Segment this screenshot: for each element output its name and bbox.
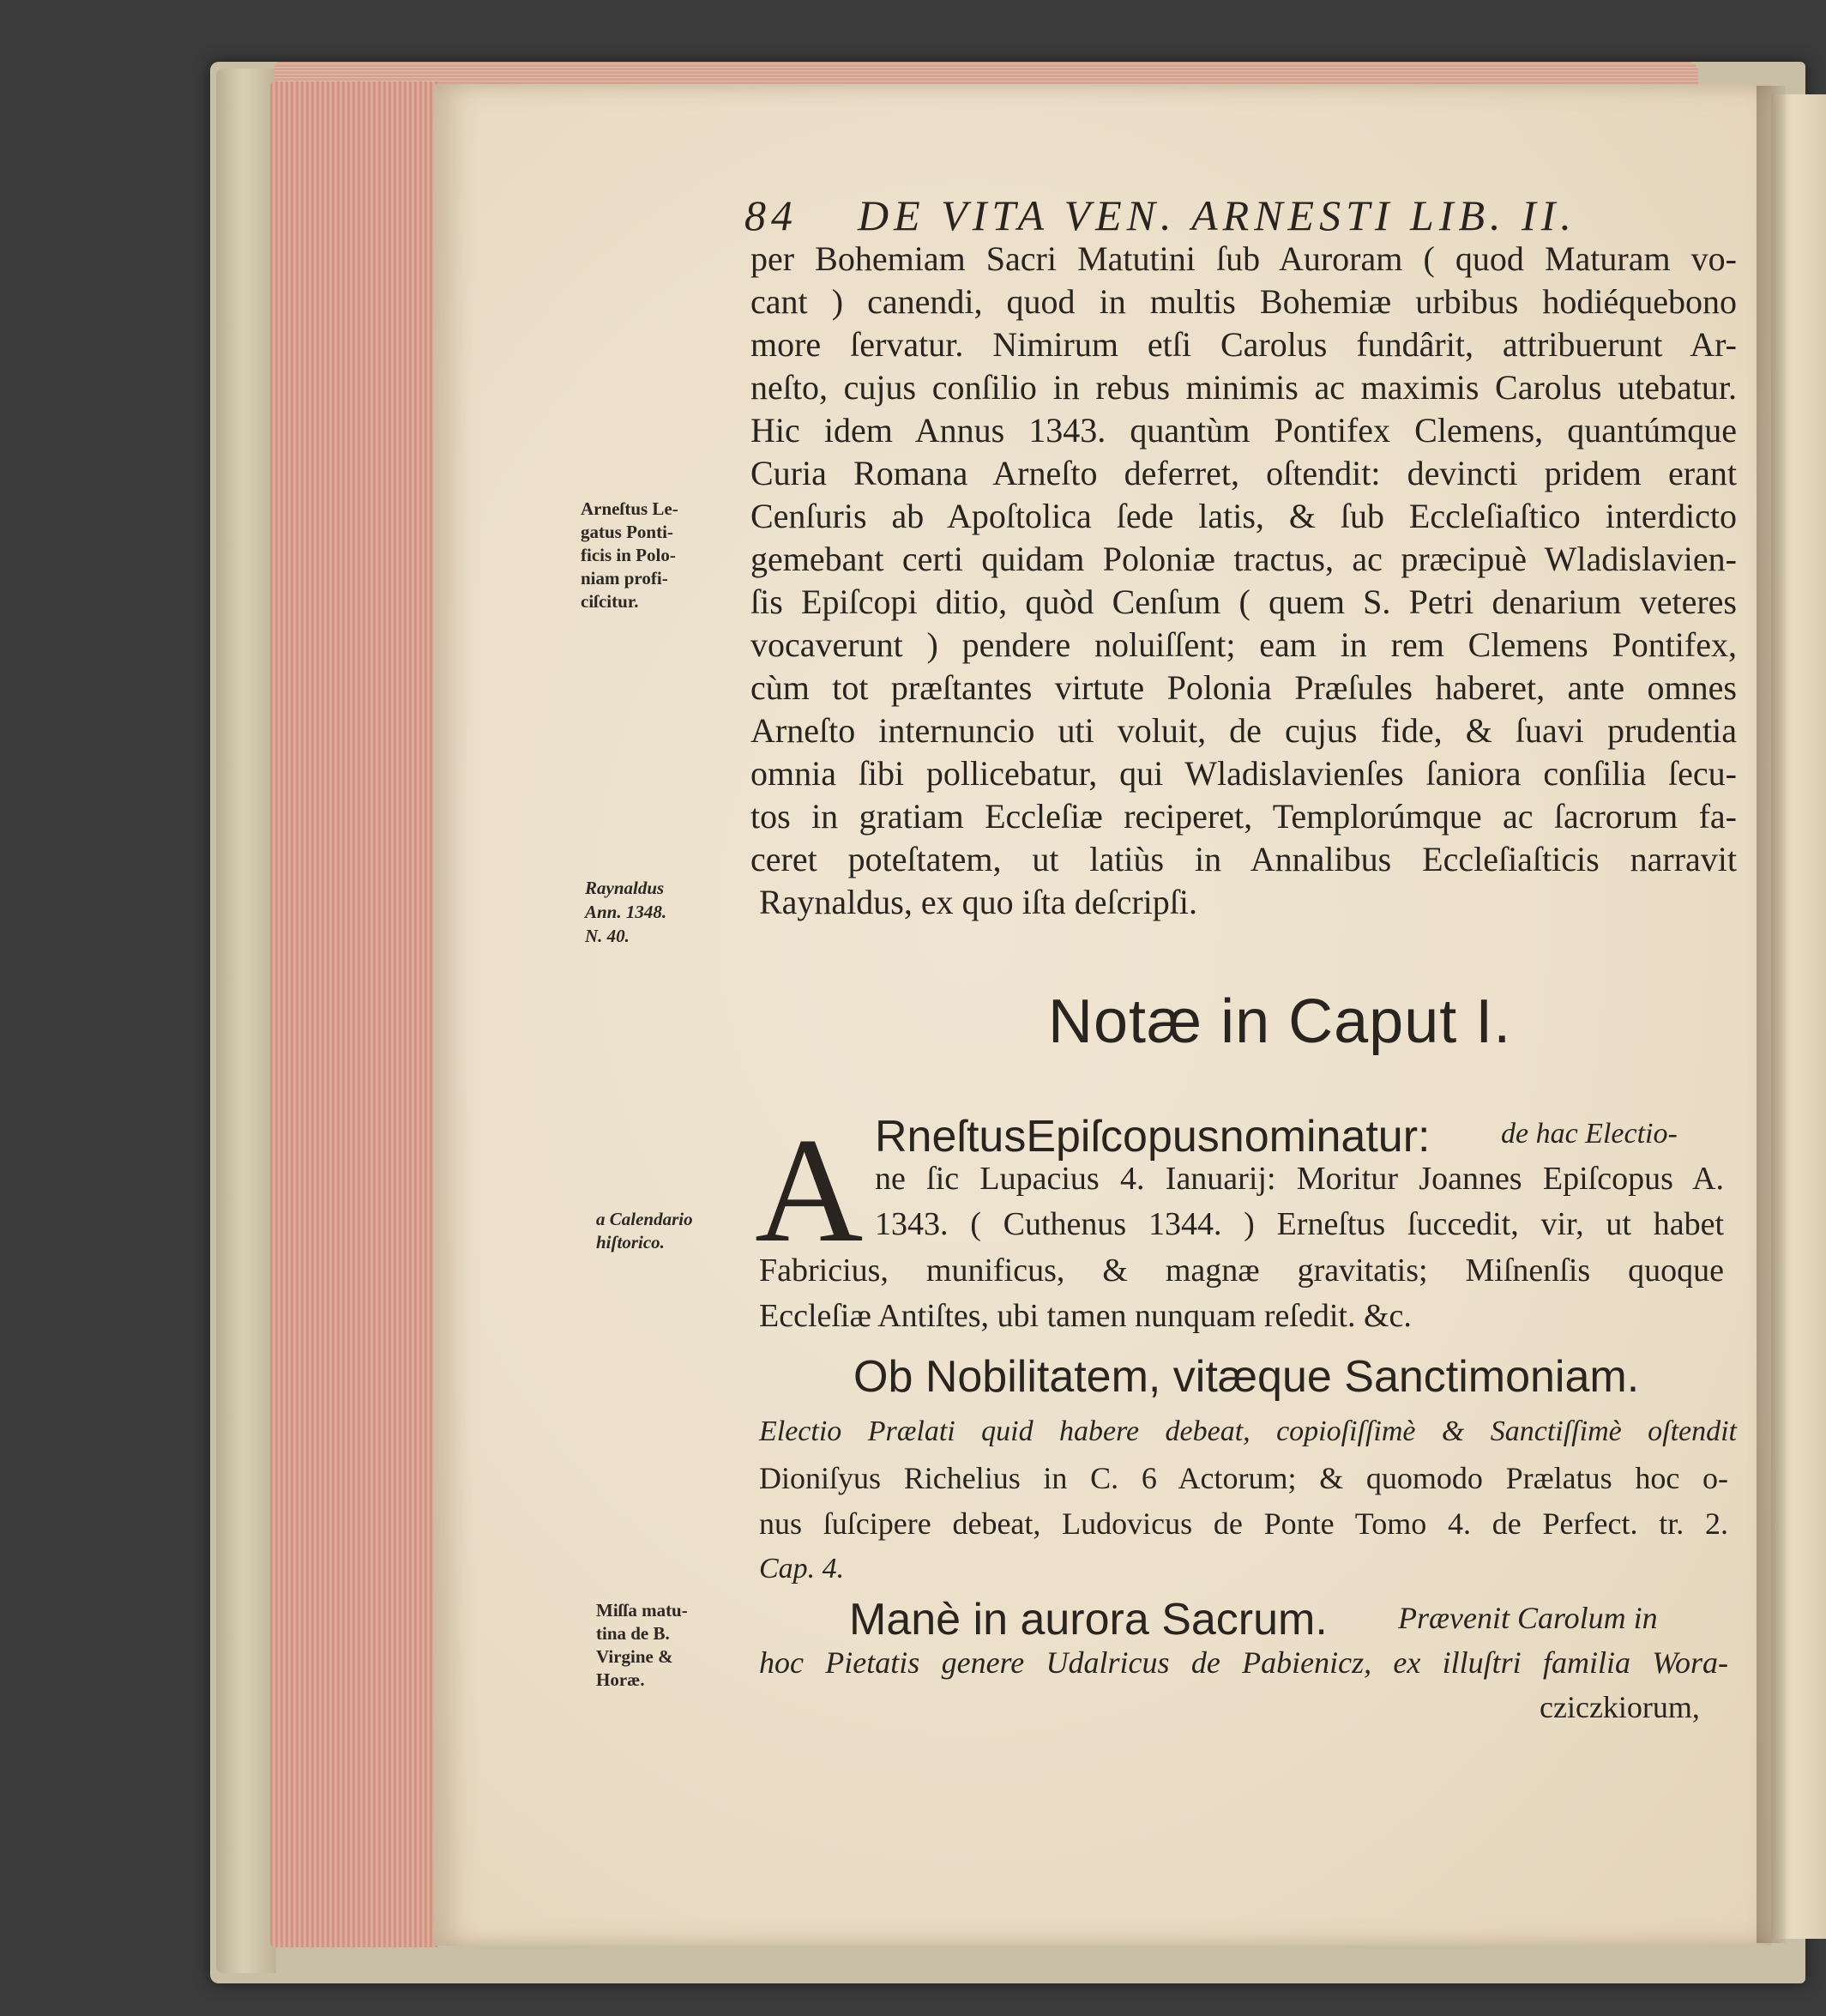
note2-line-3: nus ſuſcipere debeat, Ludovicus de Ponte Tomo 4. de Perfect. tr. 2. [759,1506,1728,1541]
body-line-4: neſto, cujus conſilio in rebus minimis ac maximis Carolus utebatur. [750,368,1737,407]
body-line-16: Raynaldus, ex quo iſta deſcripſi. [759,883,1197,921]
note1-line-3: 1343. ( Cuthenus 1344. ) Erneſtus ſuccedit, vir, ut habet [875,1206,1724,1242]
note1-line-4: Fabricius, munificus, & magnæ gravitatis; Miſnenſis quoque [759,1252,1724,1289]
body-line-2: cant ) canendi, quod in multis Bohemiæ urbibus hodiéquebono [750,282,1737,321]
note1-line-5: Eccleſiæ Antiſtes, ubi tamen nunquam reſedit. &c. [759,1298,1412,1334]
note2-line-4: Cap. 4. [759,1553,845,1584]
note3-line-2: hoc Pietatis genere Udalricus de Pabienicz, ex illuſtri familia Wora- [759,1645,1728,1680]
body-line-9: ſis Epiſcopi ditio, quòd Cenſum ( quem S. Petri denarium veteres [750,582,1737,621]
body-line-10: vocaverunt ) pendere noluiſſent; eam in rem Clemens Pontifex, [750,625,1737,664]
note2-heading: Ob Nobilitatem, vitæque Sanctimoniam. [853,1352,1640,1402]
body-line-11: cùm tot præſtantes virtute Polonia Præſules haberet, ante omnes [750,668,1737,707]
body-line-14: tos in gratiam Eccleſiæ reciperet, Templorúmque ac ſacrorum fa- [750,797,1737,836]
note3-heading: Manè in aurora Sacrum. [849,1595,1328,1645]
note3-line-3: cziczkiorum, [1540,1690,1700,1724]
note3-line-1: Prævenit Carolum in [1398,1601,1658,1635]
body-line-8: gemebant certi quidam Poloniæ tractus, ac præcipuè Wladislavien- [750,540,1737,578]
note2-line-1: Electio Prælati quid habere debeat, copioſiſſimè & Sanctiſſimè oſtendit [759,1415,1737,1447]
body-line-3: more ſervatur. Nimirum etſi Carolus fundârit, attribuerunt Ar- [750,325,1737,364]
body-line-7: Cenſuris ab Apoſtolica ſede latis, & ſub Eccleſiaſtico interdicto [750,497,1737,535]
book-spine [216,69,276,1973]
page-edges-side [270,81,437,1947]
note1-lead: RneſtusEpiſcopusnominatur: [875,1112,1431,1162]
gutter-shadow [1757,86,1786,1943]
body-line-6: Curia Romana Arneſto deferret, oſtendit: devincti pridem erant [750,454,1737,492]
body-line-12: Arneſto internuncio uti voluit, de cujus fide, & ſuavi prudentia [750,711,1737,750]
page-number: 84 [744,191,798,239]
notes-title: Notæ in Caput I. [1048,987,1512,1056]
drop-cap: A [755,1107,864,1273]
note1-line-2: ne ſic Lupacius 4. Ianuarij: Moritur Joannes Epiſcopus A. [875,1161,1724,1197]
body-line-1: per Bohemiam Sacri Matutini ſub Auroram ( quod Maturam vo- [750,239,1737,278]
body-line-5: Hic idem Annus 1343. quantùm Pontifex Clemens, quantúmque [750,411,1737,450]
book-photo: 84 DE VITA VEN. ARNESTI LIB. II. per Bohemiam Sacri Matutini ſub Auroram ( quod Maturam vo- cant ) canendi, quod in multis Bohemiæ urbibus hodiéquebono more ſervatur. Nimirum etſi Carolus fundârit, attribuerunt Ar- neſto, cujus conſilio in rebus minimis ac maximis Carolus utebatur. Hic idem Annus 1343. quantùm Pontifex Clemens, quantúmque Curia Romana Arneſto deferret, oſtendit: devincti pridem erant Cenſuris ab Apoſtolica ſede latis, & ſub Eccleſiaſtico interdicto gemebant certi quidam Poloniæ tractus, ac præcipuè Wladislavien- ſis Epiſcopi ditio, quòd Cenſum ( quem S. Petri denarium veteres vocaverunt ) pendere noluiſſent; eam in rem Clemens Pontifex, cùm tot præſtantes virtute Polonia Præſules haberet, ante omnes Arneſto internuncio uti voluit, de cujus fide, & ſuavi prudentia omnia ſibi pollicebatur, qui Wladislavienſes ſaniora conſilia ſecu- tos in gratiam Eccleſiæ reciperet, Templorúmque ac ſacrorum fa- ceret poteſtatem, ut latiùs in Annalibus Eccleſiaſticis narravit Raynaldus, ex quo iſta deſcripſi. Arneſtus Le- gatus Ponti- ficis in Polo- niam profi- ciſcitur. Raynaldus Ann. 1348. N. 40. a Calendario hiſtorico. Miſſa matu- tina de B. Virgine & Horæ. Notæ in Caput I. A RneſtusEpiſcopusnominatur: de hac Electio- ne ſic Lupacius 4. Ianuarij: Moritur Joannes Epiſcopus A. 1343. ( Cuthenus 1344. ) Erneſtus ſuccedit, vir, ut habet Fabricius, munificus, & magnæ gravitatis; Miſnenſis quoque Eccleſiæ Antiſtes, ubi tamen nunquam reſedit. &c. Ob Nobilitatem, vitæque Sanctimoniam. Electio Prælati quid habere debeat, copioſiſſimè & Sanctiſſimè oſtendit Dioniſyus Richelius in C. 6 Actorum; & quomodo Prælatus hoc o- nus ſuſcipere debeat, Ludovicus de Ponte Tomo 4. de Perfect. tr. 2. Cap. 4. Manè in aurora Sacrum. Prævenit Carolum in hoc Pietatis genere Udalricus de Pabienicz, ex illuſtri familia Wora- cziczkiorum, [0,0,1826,2016]
note1-line-1: de hac Electio- [1501,1118,1678,1150]
running-head: DE VITA VEN. ARNESTI LIB. II. [858,191,1576,239]
body-line-15: ceret poteſtatem, ut latiùs in Annalibus Eccleſiaſticis narravit [750,840,1737,878]
note2-line-2: Dioniſyus Richelius in C. 6 Actorum; & quomodo Prælatus hoc o- [759,1461,1728,1495]
body-line-13: omnia ſibi pollicebatur, qui Wladislavienſes ſaniora conſilia ſecu- [750,754,1737,793]
